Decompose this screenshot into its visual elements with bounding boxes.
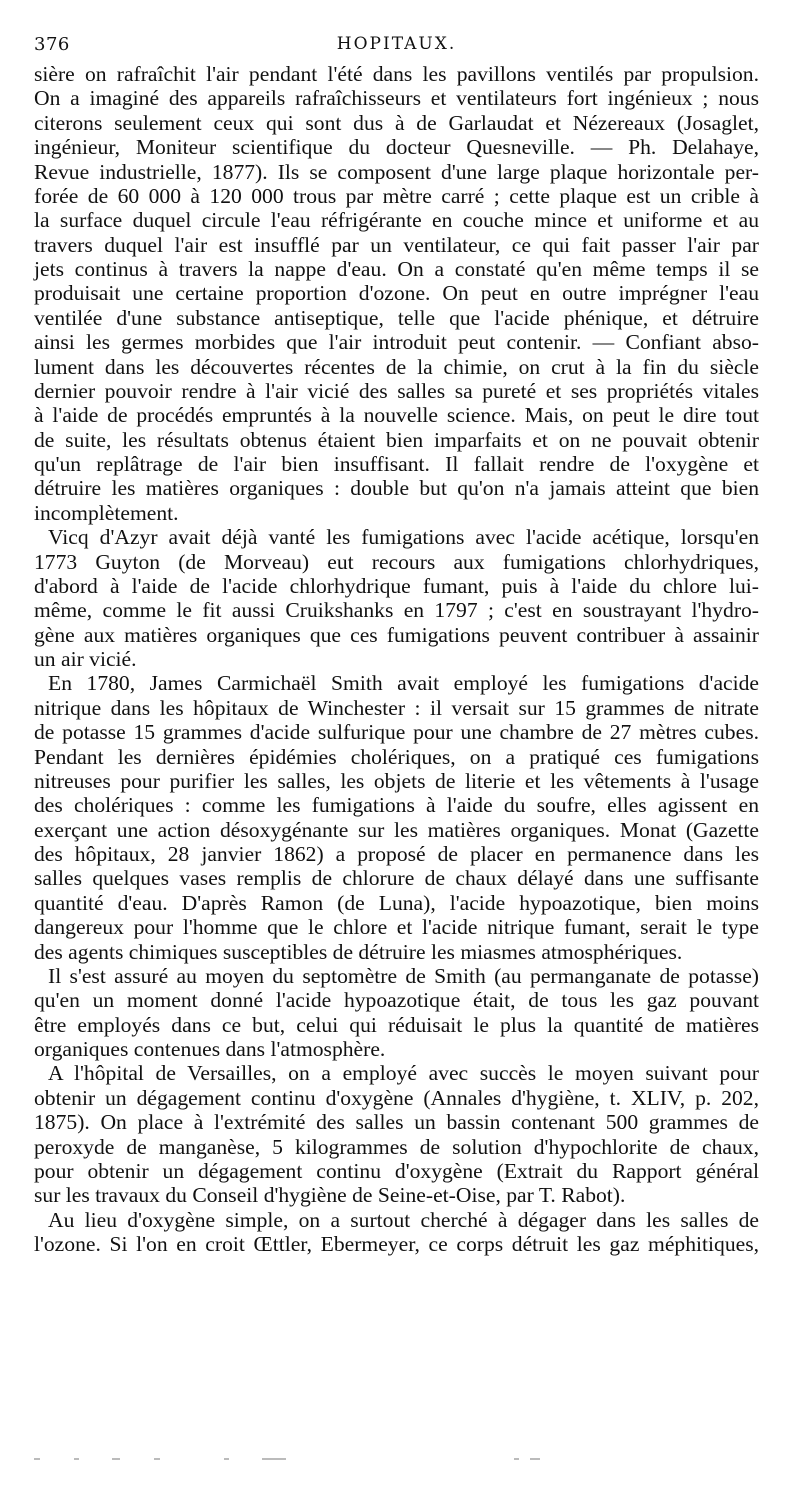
text-line: peroxyde de manganèse, 5 kilogrammes de solution d'hypochlorite de chaux, xyxy=(34,1134,759,1159)
text-line: même, comme le fit aussi Cruikshanks en 1797 ; c'est en soustrayant l'hydro- xyxy=(34,598,759,623)
text-line: Au lieu d'oxygène simple, on a surtout cherché à dégager dans les salles de xyxy=(48,1207,759,1232)
text-line: l'ozone. Si l'on en croit Œttler, Ebermeyer, ce corps détruit les gaz méphitiques, xyxy=(34,1232,759,1256)
text-line: sière on rafraîchit l'air pendant l'été dans les pavillons ventilés par propulsion. xyxy=(34,62,759,86)
text-line: sur les travaux du Conseil d'hygiène de Seine-et-Oise, par T. Rabot). xyxy=(34,1183,626,1208)
text-line: pour obtenir un dégagement continu d'oxygène (Extrait du Rapport général xyxy=(34,1158,759,1183)
text-line: être employés dans ce but, celui qui réduisait le plus la quantité de matières xyxy=(34,1012,759,1037)
text-line: un air vicié. xyxy=(34,647,137,671)
text-line: 1875). On place à l'extrémité des salles un bassin contenant 500 grammes de xyxy=(34,1110,759,1135)
running-title: HOPITAUX. xyxy=(336,34,457,54)
text-line: 1773 Guyton (de Morveau) eut recours aux fumigations chlorhydriques, xyxy=(34,549,759,574)
text-line: des agents chimiques susceptibles de détruire les miasmes atmosphériques. xyxy=(34,939,683,964)
text-line: des cholériques : comme les fumigations à l'aide du soufre, elles agissent en xyxy=(34,793,759,818)
text-line: On a imaginé des appareils rafraîchisseurs et ventilateurs fort ingénieux ; nous xyxy=(34,86,759,111)
text-line: Il s'est assuré au moyen du septomètre de Smith (au permanganate de potasse) xyxy=(48,963,759,988)
text-line: ingénieur, Moniteur scientifique du docteur Quesneville. — Ph. Delahaye, xyxy=(34,135,759,160)
text-line: Vicq d'Azyr avait déjà vanté les fumigations avec l'acide acétique, lorsqu'en xyxy=(48,525,759,550)
text-line: Revue industrielle, 1877). Ils se composent d'une large plaque horizontale per- xyxy=(34,159,759,184)
text-line: obtenir un dégagement continu d'oxygène (Annales d'hygiène, t. XLIV, p. 202, xyxy=(34,1085,759,1110)
text-line: En 1780, James Carmichaël Smith avait employé les fumigations d'acide xyxy=(48,671,759,696)
text-line: des hôpitaux, 28 janvier 1862) a proposé de placer en permanence dans les xyxy=(34,842,759,866)
text-line: dernier pouvoir rendre à l'air vicié des salles sa pureté et ses propriétés vitales xyxy=(34,378,759,403)
page-number: 376 xyxy=(34,34,70,55)
text-line: produisait une certaine proportion d'ozone. On peut en outre imprégner l'eau xyxy=(34,281,759,306)
text-line: nitreuses pour purifier les salles, les objets de literie et les vêtements à l'usage xyxy=(34,768,759,793)
text-line: quantité d'eau. D'après Ramon (de Luna), l'acide hypoazotique, bien moins xyxy=(34,890,759,915)
text-line: ainsi les germes morbides que l'air introduit peut contenir. — Confiant abso- xyxy=(34,330,759,355)
text-line: ventilée d'une substance antiseptique, telle que l'acide phénique, et détruire xyxy=(34,305,759,330)
text-line: qu'un replâtrage de l'air bien insuffisant. Il fallait rendre de l'oxygène et xyxy=(34,452,759,476)
text-line: à l'aide de procédés empruntés à la nouvelle science. Mais, on peut le dire tout xyxy=(34,403,759,428)
text-line: de potasse 15 grammes d'acide sulfurique pour une chambre de 27 mètres cubes. xyxy=(34,720,759,745)
body-text xyxy=(34,62,759,1256)
text-line: gène aux matières organiques que ces fumigations peuvent contribuer à assainir xyxy=(34,622,759,647)
page-header xyxy=(34,34,759,58)
text-line: jets continus à travers la nappe d'eau. On a constaté qu'en même temps il se xyxy=(34,257,759,281)
text-line: organiques contenues dans l'atmosphère. xyxy=(34,1037,386,1061)
text-line: nitrique dans les hôpitaux de Winchester : il versait sur 15 grammes de nitrate xyxy=(34,695,759,720)
text-line: la surface duquel circule l'eau réfrigérante en couche mince et uniforme et au xyxy=(34,208,759,233)
scan-artifact-marks xyxy=(34,1458,759,1462)
text-line: de suite, les résultats obtenus étaient bien imparfaits et on ne pouvait obtenir xyxy=(34,427,759,452)
text-line: salles quelques vases remplis de chlorure de chaux délayé dans une suffisante xyxy=(34,866,759,891)
text-line: A l'hôpital de Versailles, on a employé avec succès le moyen suivant pour xyxy=(48,1061,759,1086)
text-line: citerons seulement ceux qui sont dus à de Garlaudat et Nézereaux (Josaglet, xyxy=(34,110,759,135)
text-line: dangereux pour l'homme que le chlore et l'acide nitrique fumant, serait le type xyxy=(34,915,759,940)
text-line: exerçant une action désoxygénante sur les matières organiques. Monat (Gazette xyxy=(34,817,759,842)
text-line: Pendant les dernières épidémies cholériques, on a pratiqué ces fumigations xyxy=(34,744,759,769)
text-line: incomplètement. xyxy=(34,500,179,525)
text-line: qu'en un moment donné l'acide hypoazotique était, de tous les gaz pouvant xyxy=(34,988,759,1013)
text-line: détruire les matières organiques : double but qu'on n'a jamais atteint que bien xyxy=(34,476,759,501)
text-line: lument dans les découvertes récentes de la chimie, on crut à la fin du siècle xyxy=(34,354,759,379)
text-line: d'abord à l'aide de l'acide chlorhydrique fumant, puis à l'aide du chlore lui- xyxy=(34,573,759,598)
text-line: forée de 60 000 à 120 000 trous par mètre carré ; cette plaque est un crible à xyxy=(34,183,759,208)
text-line: travers duquel l'air est insufflé par un ventilateur, ce qui fait passer l'air par xyxy=(34,232,759,257)
